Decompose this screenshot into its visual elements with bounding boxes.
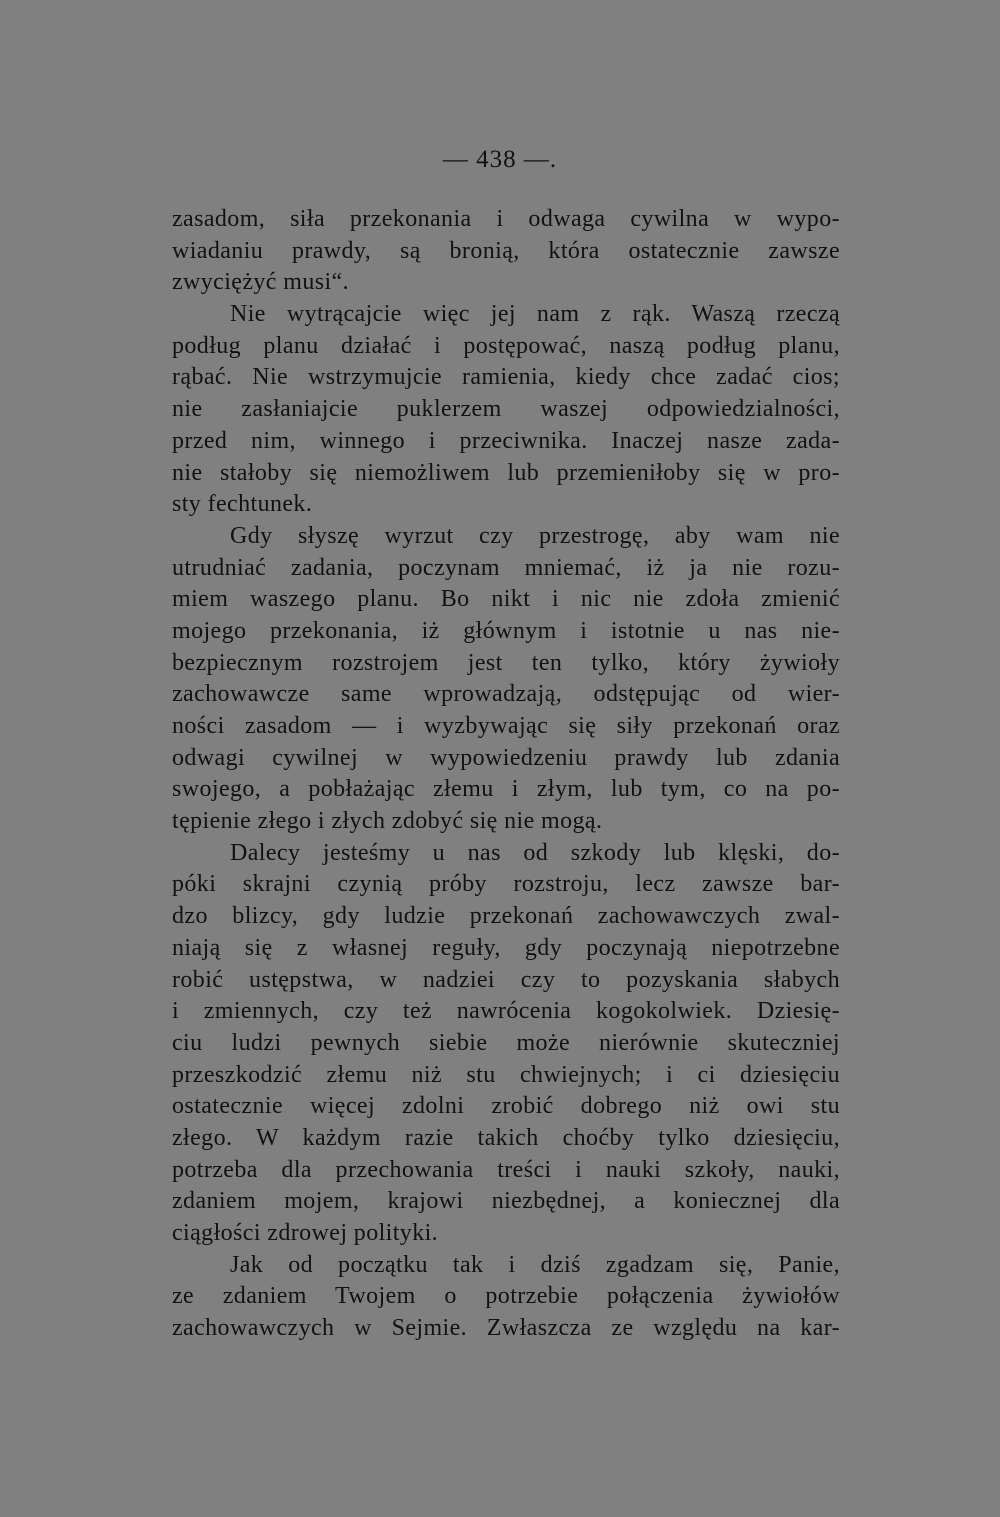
text-line: rąbać. Nie wstrzymujcie ramienia, kiedy chce zadać cios;: [172, 364, 840, 391]
text-line: Dalecy jesteśmy u nas od szkody lub klęski, do-: [230, 839, 840, 866]
text-line: potrzeba dla przechowania treści i nauki szkoły, nauki,: [172, 1156, 840, 1183]
text-line: złego. W każdym razie takich choćby tylko dziesięciu,: [172, 1124, 840, 1151]
text-line: zdaniem mojem, krajowi niezbędnej, a koniecznej dla: [172, 1188, 840, 1215]
text-line: miem waszego planu. Bo nikt i nic nie zdoła zmienić: [172, 586, 840, 613]
text-line: bezpiecznym rozstrojem jest ten tylko, który żywioły: [172, 649, 840, 676]
text-line: sty fechtunek.: [172, 491, 313, 518]
text-line: przed nim, winnego i przeciwnika. Inaczej nasze zada-: [172, 427, 840, 454]
text-line: odwagi cywilnej w wypowiedzeniu prawdy lub zdania: [172, 744, 840, 771]
text-line: przeszkodzić złemu niż stu chwiejnych; i ci dziesięciu: [172, 1061, 840, 1088]
text-line: ze zdaniem Twojem o potrzebie połączenia żywiołów: [172, 1283, 840, 1310]
text-line: Gdy słyszę wyrzut czy przestrogę, aby wam nie: [230, 522, 840, 549]
text-line: utrudniać zadania, poczynam mniemać, iż ja nie rozu-: [172, 554, 840, 581]
text-line: podług planu działać i postępować, naszą podług planu,: [172, 332, 840, 359]
text-line: ciu ludzi pewnych siebie może nierównie skuteczniej: [172, 1029, 840, 1056]
text-line: tępienie złego i złych zdobyć się nie mogą.: [172, 808, 603, 835]
text-line: Nie wytrącajcie więc jej nam z rąk. Waszą rzeczą: [230, 301, 840, 328]
text-line: ności zasadom — i wyzbywając się siły przekonań oraz: [172, 713, 840, 739]
text-line: Jak od początku tak i dziś zgadzam się, Panie,: [230, 1251, 840, 1278]
text-line: ciągłości zdrowej polityki.: [172, 1220, 439, 1246]
text-line: niają się z własnej reguły, gdy poczynają niepotrzebne: [172, 934, 840, 961]
text-line: zasadom, siła przekonania i odwaga cywilna w wypo-: [172, 206, 840, 232]
text-line: zachowawcze same wprowadzają, odstępując od wier-: [172, 681, 840, 708]
text-line: zachowawczych w Sejmie. Zwłaszcza ze względu na kar-: [172, 1315, 840, 1342]
text-line: ostatecznie więcej zdolni zrobić dobrego niż owi stu: [172, 1093, 840, 1120]
text-line: i zmiennych, czy też nawrócenia kogokolwiek. Dziesię-: [172, 998, 840, 1025]
text-line: swojego, a pobłażając złemu i złym, lub tym, co na po-: [172, 776, 840, 803]
text-line: zwyciężyć musi“.: [172, 269, 349, 296]
text-line: póki skrajni czynią próby rozstroju, lecz zawsze bar-: [172, 871, 840, 898]
text-line: mojego przekonania, iż głównym i istotnie u nas nie-: [172, 617, 840, 644]
text-line: nie zasłaniajcie puklerzem waszej odpowiedzialności,: [172, 396, 840, 423]
body-text: [172, 204, 840, 1345]
text-line: dzo blizcy, gdy ludzie przekonań zachowawczych zwal-: [172, 903, 840, 930]
page-number: — 438 —.: [442, 146, 558, 173]
text-line: robić ustępstwa, w nadziei czy to pozyskania słabych: [172, 966, 840, 993]
text-line: nie stałoby się niemożliwem lub przemieniłoby się w pro-: [172, 459, 840, 486]
text-line: wiadaniu prawdy, są bronią, która ostatecznie zawsze: [172, 237, 840, 264]
